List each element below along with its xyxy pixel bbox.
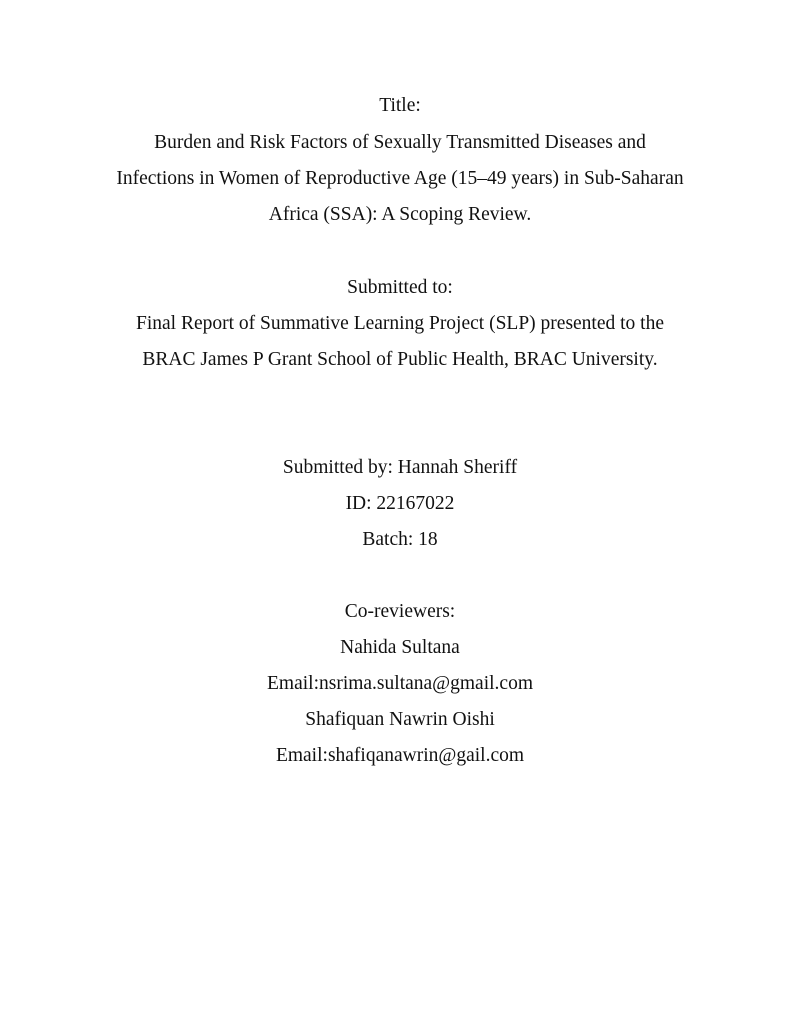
co-reviewers-heading: Co-reviewers: [344,601,456,622]
co-reviewer-email: Email:nsrima.sultana@gmail.com [267,673,533,694]
title-line-2: Infections in Women of Reproductive Age (15–49 years) in Sub-Saharan [116,168,684,189]
submitted-to-line-1: Final Report of Summative Learning Project (SLP) presented to the [135,313,664,334]
title-line-1: Burden and Risk Factors of Sexually Transmitted Diseases and [154,132,646,153]
submitted-to-heading: Submitted to: [347,277,453,298]
co-reviewer-name: Nahida Sultana [340,637,460,658]
title-line-3: Africa (SSA): A Scoping Review. [268,204,532,225]
submitted-by: Submitted by: Hannah Sheriff [282,457,518,478]
submitted-to-line-2: BRAC James P Grant School of Public Health, BRAC University. [142,349,658,370]
student-id: ID: 22167022 [345,493,455,514]
batch: Batch: 18 [362,529,438,550]
co-reviewer-name: Shafiquan Nawrin Oishi [305,709,495,730]
title-heading: Title: [379,95,421,116]
co-reviewer-email: Email:shafiqanawrin@gail.com [275,745,525,766]
